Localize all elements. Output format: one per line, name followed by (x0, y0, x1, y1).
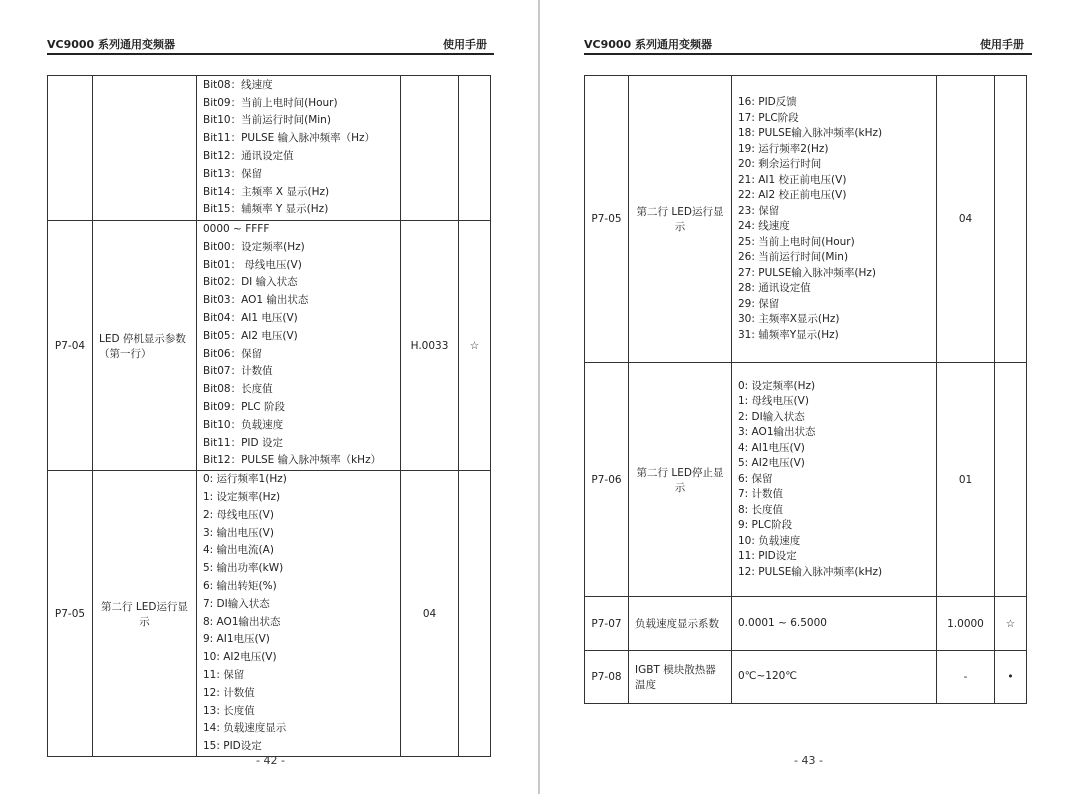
range-line: Bit03：AO1 输出状态 (203, 294, 309, 307)
range-line: 12: PULSE输入脉冲频率(kHz) (738, 565, 883, 578)
table-row (585, 363, 1027, 597)
range-line: 16: PID反馈 (738, 96, 797, 108)
setting-range (732, 597, 937, 651)
range-line: Bit12：PULSE 输入脉冲频率（kHz） (203, 454, 382, 467)
change-mark (459, 471, 491, 757)
default-value: H.0033 (401, 221, 459, 471)
range-line: 0℃~120℃ (738, 670, 798, 683)
param-name: 负载速度显示系数 (629, 597, 732, 651)
table-row (585, 597, 1027, 651)
range-line: 8: 长度值 (738, 503, 784, 516)
range-line: Bit00：设定频率(Hz) (203, 240, 305, 253)
range-line: Bit09：PLC 阶段 (203, 400, 285, 413)
range-line: 4: AI1电压(V) (738, 441, 805, 454)
range-line: Bit14：主频率 X 显示(Hz) (203, 185, 330, 198)
range-line: Bit10：当前运行时间(Min) (203, 114, 331, 127)
change-mark: ☆ (995, 597, 1027, 651)
default-value: 04 (937, 76, 995, 363)
setting-range (197, 471, 401, 757)
setting-range (732, 363, 937, 597)
default-value: 04 (401, 471, 459, 757)
range-line: 7: DI输入状态 (203, 597, 270, 610)
range-line: Bit08：长度值 (203, 383, 273, 396)
range-line: Bit10：负载速度 (203, 418, 284, 431)
range-line: 19: 运行频率2(Hz) (738, 142, 829, 155)
range-line: 26: 当前运行时间(Min) (738, 251, 849, 263)
param-code: P7-05 (585, 76, 629, 363)
range-line: Bit15：辅频率 Y 显示(Hz) (203, 203, 329, 216)
page-42 (0, 0, 538, 794)
header-manual: 使用手册 (980, 38, 1024, 51)
page-number: - 42 - (256, 754, 285, 767)
table-row (48, 76, 491, 221)
range-line: 18: PULSE输入脉冲频率(kHz) (738, 127, 883, 139)
range-line: 9: PLC阶段 (738, 519, 793, 532)
page-number: - 43 - (794, 754, 823, 767)
param-name: IGBT 模块散热器温度 (629, 651, 732, 704)
range-line: 14: 负载速度显示 (203, 722, 287, 735)
range-line: 0000 ~ FFFF (203, 223, 270, 235)
param-code: P7-06 (585, 363, 629, 597)
param-code (48, 76, 93, 221)
range-line: 27: PULSE输入脉冲频率(Hz) (738, 266, 877, 279)
range-line: 8: AO1输出状态 (203, 615, 281, 628)
range-line: 23: 保留 (738, 204, 780, 217)
range-line: 6: 输出转矩(%) (203, 579, 277, 592)
range-line: Bit12：通讯设定值 (203, 150, 294, 162)
header-rule (584, 53, 1032, 55)
param-name: 第二行 LED运行显示 (629, 76, 732, 363)
parameter-table (47, 75, 491, 757)
range-line: 25: 当前上电时间(Hour) (738, 235, 855, 248)
range-line: Bit04：AI1 电压(V) (203, 311, 298, 324)
page-43 (540, 0, 1077, 794)
range-line: Bit06：保留 (203, 347, 263, 360)
table-row (585, 651, 1027, 704)
range-line: 6: 保留 (738, 472, 773, 485)
range-line: 11: PID设定 (738, 550, 797, 563)
range-line: Bit08：线速度 (203, 78, 273, 91)
range-line: Bit01： 母线电压(V) (203, 258, 302, 271)
range-line: 3: 输出电压(V) (203, 526, 274, 539)
range-line: Bit05：AI2 电压(V) (203, 329, 298, 342)
param-code: P7-05 (48, 471, 93, 757)
setting-range (197, 76, 401, 221)
range-line: 5: 输出功率(kW) (203, 562, 284, 575)
param-name: 第二行 LED停止显示 (629, 363, 732, 597)
parameter-table (584, 75, 1027, 704)
range-line: 9: AI1电压(V) (203, 633, 270, 646)
table-row (48, 471, 491, 757)
range-line: 29: 保留 (738, 297, 780, 310)
range-line: 31: 辅频率Y显示(Hz) (738, 328, 839, 341)
range-line: 5: AI2电压(V) (738, 457, 805, 470)
range-line: Bit07：计数值 (203, 365, 273, 378)
setting-range (197, 221, 401, 471)
range-line: 30: 主频率X显示(Hz) (738, 313, 840, 325)
range-line: 10: 负载速度 (738, 534, 801, 547)
param-name: 第二行 LED运行显示 (93, 471, 197, 757)
range-line: 13: 长度值 (203, 704, 255, 717)
header-rule (47, 53, 494, 55)
range-line: 11: 保留 (203, 668, 245, 681)
param-code: P7-04 (48, 221, 93, 471)
header-manual: 使用手册 (443, 38, 487, 51)
range-line: 20: 剩余运行时间 (738, 158, 822, 170)
range-line: 15: PID设定 (203, 740, 262, 753)
range-line: 10: AI2电压(V) (203, 651, 277, 664)
setting-range (732, 76, 937, 363)
range-line: 3: AO1输出状态 (738, 426, 816, 439)
default-value: 01 (937, 363, 995, 597)
change-mark (995, 76, 1027, 363)
range-line: Bit11：PULSE 输入脉冲频率（Hz） (203, 132, 376, 145)
header-title: VC9000 系列通用变频器 (47, 38, 176, 51)
range-line: 0.0001 ~ 6.5000 (738, 616, 827, 629)
range-line: 17: PLC阶段 (738, 111, 799, 124)
range-line: Bit13：保留 (203, 167, 263, 180)
default-value: 1.0000 (937, 597, 995, 651)
range-line: 0: 设定频率(Hz) (738, 379, 816, 392)
range-line: 2: 母线电压(V) (203, 508, 274, 521)
range-line: 1: 设定频率(Hz) (203, 490, 281, 503)
range-line: 24: 线速度 (738, 220, 790, 232)
param-code: P7-08 (585, 651, 629, 704)
range-line: Bit11：PID 设定 (203, 436, 283, 449)
range-line: Bit02：DI 输入状态 (203, 276, 298, 289)
change-mark (459, 76, 491, 221)
range-line: 12: 计数值 (203, 686, 255, 699)
default-value (401, 76, 459, 221)
range-line: 21: AI1 校正前电压(V) (738, 173, 847, 186)
table-row (585, 76, 1027, 363)
setting-range (732, 651, 937, 704)
range-line: 4: 输出电流(A) (203, 544, 274, 557)
range-line: Bit09：当前上电时间(Hour) (203, 96, 338, 109)
param-code: P7-07 (585, 597, 629, 651)
range-line: 2: DI输入状态 (738, 410, 805, 423)
change-mark: ☆ (459, 221, 491, 471)
header-title: VC9000 系列通用变频器 (584, 38, 713, 51)
change-mark (995, 363, 1027, 597)
table-row (48, 221, 491, 471)
range-line: 28: 通讯设定值 (738, 282, 811, 294)
default-value: - (937, 651, 995, 704)
range-line: 0: 运行频率1(Hz) (203, 473, 287, 486)
param-name: LED 停机显示参数（第一行） (93, 221, 197, 471)
range-line: 7: 计数值 (738, 488, 784, 501)
change-mark: • (995, 651, 1027, 704)
range-line: 1: 母线电压(V) (738, 395, 809, 408)
param-name (93, 76, 197, 221)
range-line: 22: AI2 校正前电压(V) (738, 189, 847, 201)
